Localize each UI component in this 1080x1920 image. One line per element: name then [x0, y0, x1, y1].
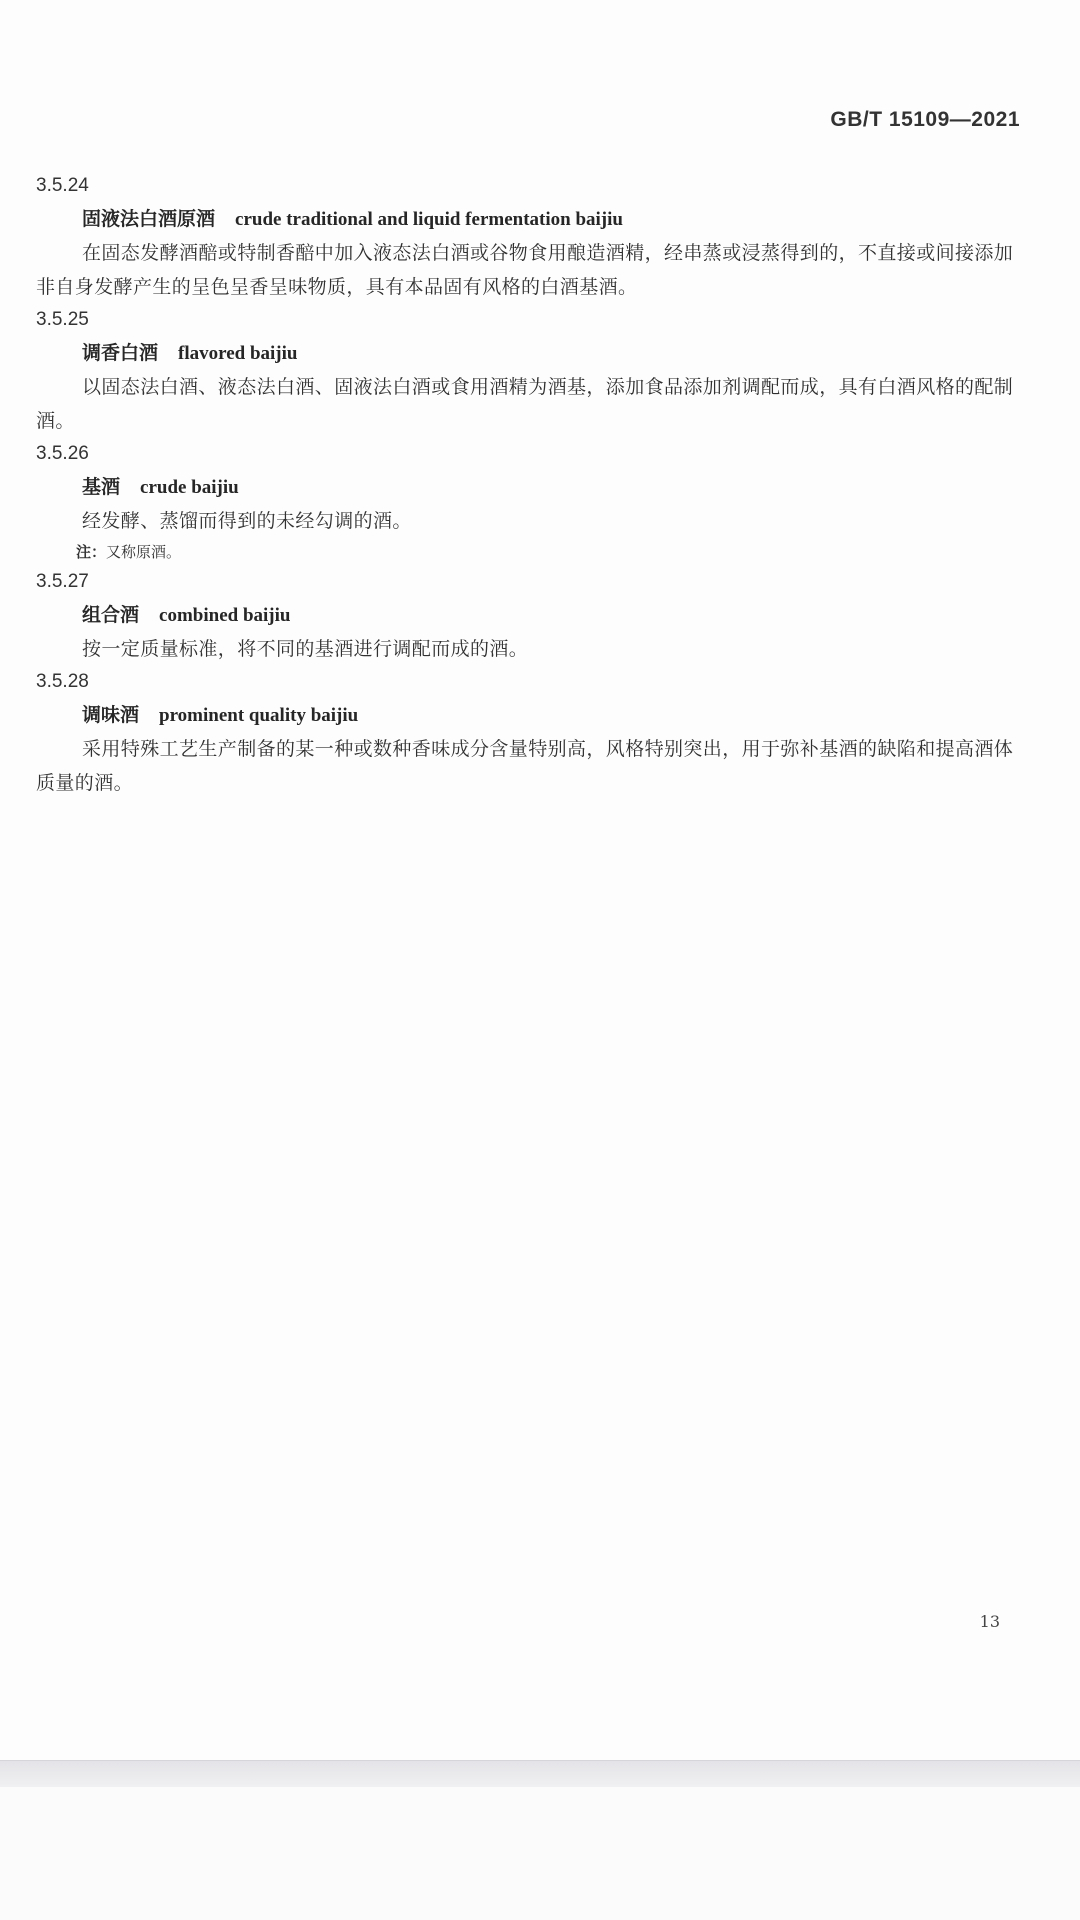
term-english-name: crude baijiu	[140, 477, 239, 498]
term-number: 3.5.28	[36, 671, 89, 692]
term-english-name: combined baijiu	[159, 605, 291, 626]
terms-content	[36, 170, 1020, 800]
term-entry	[36, 170, 1020, 304]
term-english-name: prominent quality baijiu	[159, 705, 359, 726]
term-number: 3.5.27	[36, 571, 89, 592]
term-note	[36, 538, 1020, 566]
term-entry	[36, 566, 1020, 666]
term-definition: 按一定质量标准，将不同的基酒进行调配而成的酒。	[82, 638, 529, 660]
term-entry	[36, 438, 1020, 566]
blank-area	[0, 1787, 1080, 1920]
term-title	[36, 202, 1020, 236]
standard-code: GB/T 15109—2021	[830, 108, 1020, 131]
term-title	[36, 598, 1020, 632]
note-text: 又称原酒。	[106, 543, 182, 561]
term-definition: 采用特殊工艺生产制备的某一种或数种香味成分含量特别高，风格特别突出，用于弥补基酒的缺陷和提高酒体质量的酒。	[36, 738, 1014, 794]
page-separator-bar	[0, 1760, 1080, 1788]
term-chinese-name: 固液法白酒原酒	[82, 208, 216, 230]
term-chinese-name: 调香白酒	[82, 342, 159, 364]
term-english-name: flavored baijiu	[178, 343, 298, 364]
term-english-name: crude traditional and liquid fermentation baijiu	[235, 209, 623, 230]
term-number: 3.5.26	[36, 443, 89, 464]
term-entry	[36, 666, 1020, 800]
term-definition: 以固态法白酒、液态法白酒、固液法白酒或食用酒精为酒基，添加食品添加剂调配而成，具有白酒风格的配制酒。	[36, 376, 1014, 432]
note-label: 注：	[76, 543, 107, 561]
term-entry	[36, 304, 1020, 438]
term-number: 3.5.25	[36, 309, 89, 330]
term-definition: 经发酵、蒸馏而得到的未经勾调的酒。	[82, 510, 412, 532]
term-title	[36, 470, 1020, 504]
term-definition: 在固态发酵酒醅或特制香醅中加入液态法白酒或谷物食用酿造酒精，经串蒸或浸蒸得到的，不直接或间接添加非自身发酵产生的呈色呈香呈味物质，具有本品固有风格的白酒基酒。	[36, 242, 1014, 298]
term-title	[36, 698, 1020, 732]
page-number: 13	[979, 1612, 1000, 1631]
term-title	[36, 336, 1020, 370]
term-chinese-name: 调味酒	[82, 704, 140, 726]
term-chinese-name: 基酒	[82, 476, 121, 498]
term-chinese-name: 组合酒	[82, 604, 140, 626]
term-number: 3.5.24	[36, 175, 89, 196]
